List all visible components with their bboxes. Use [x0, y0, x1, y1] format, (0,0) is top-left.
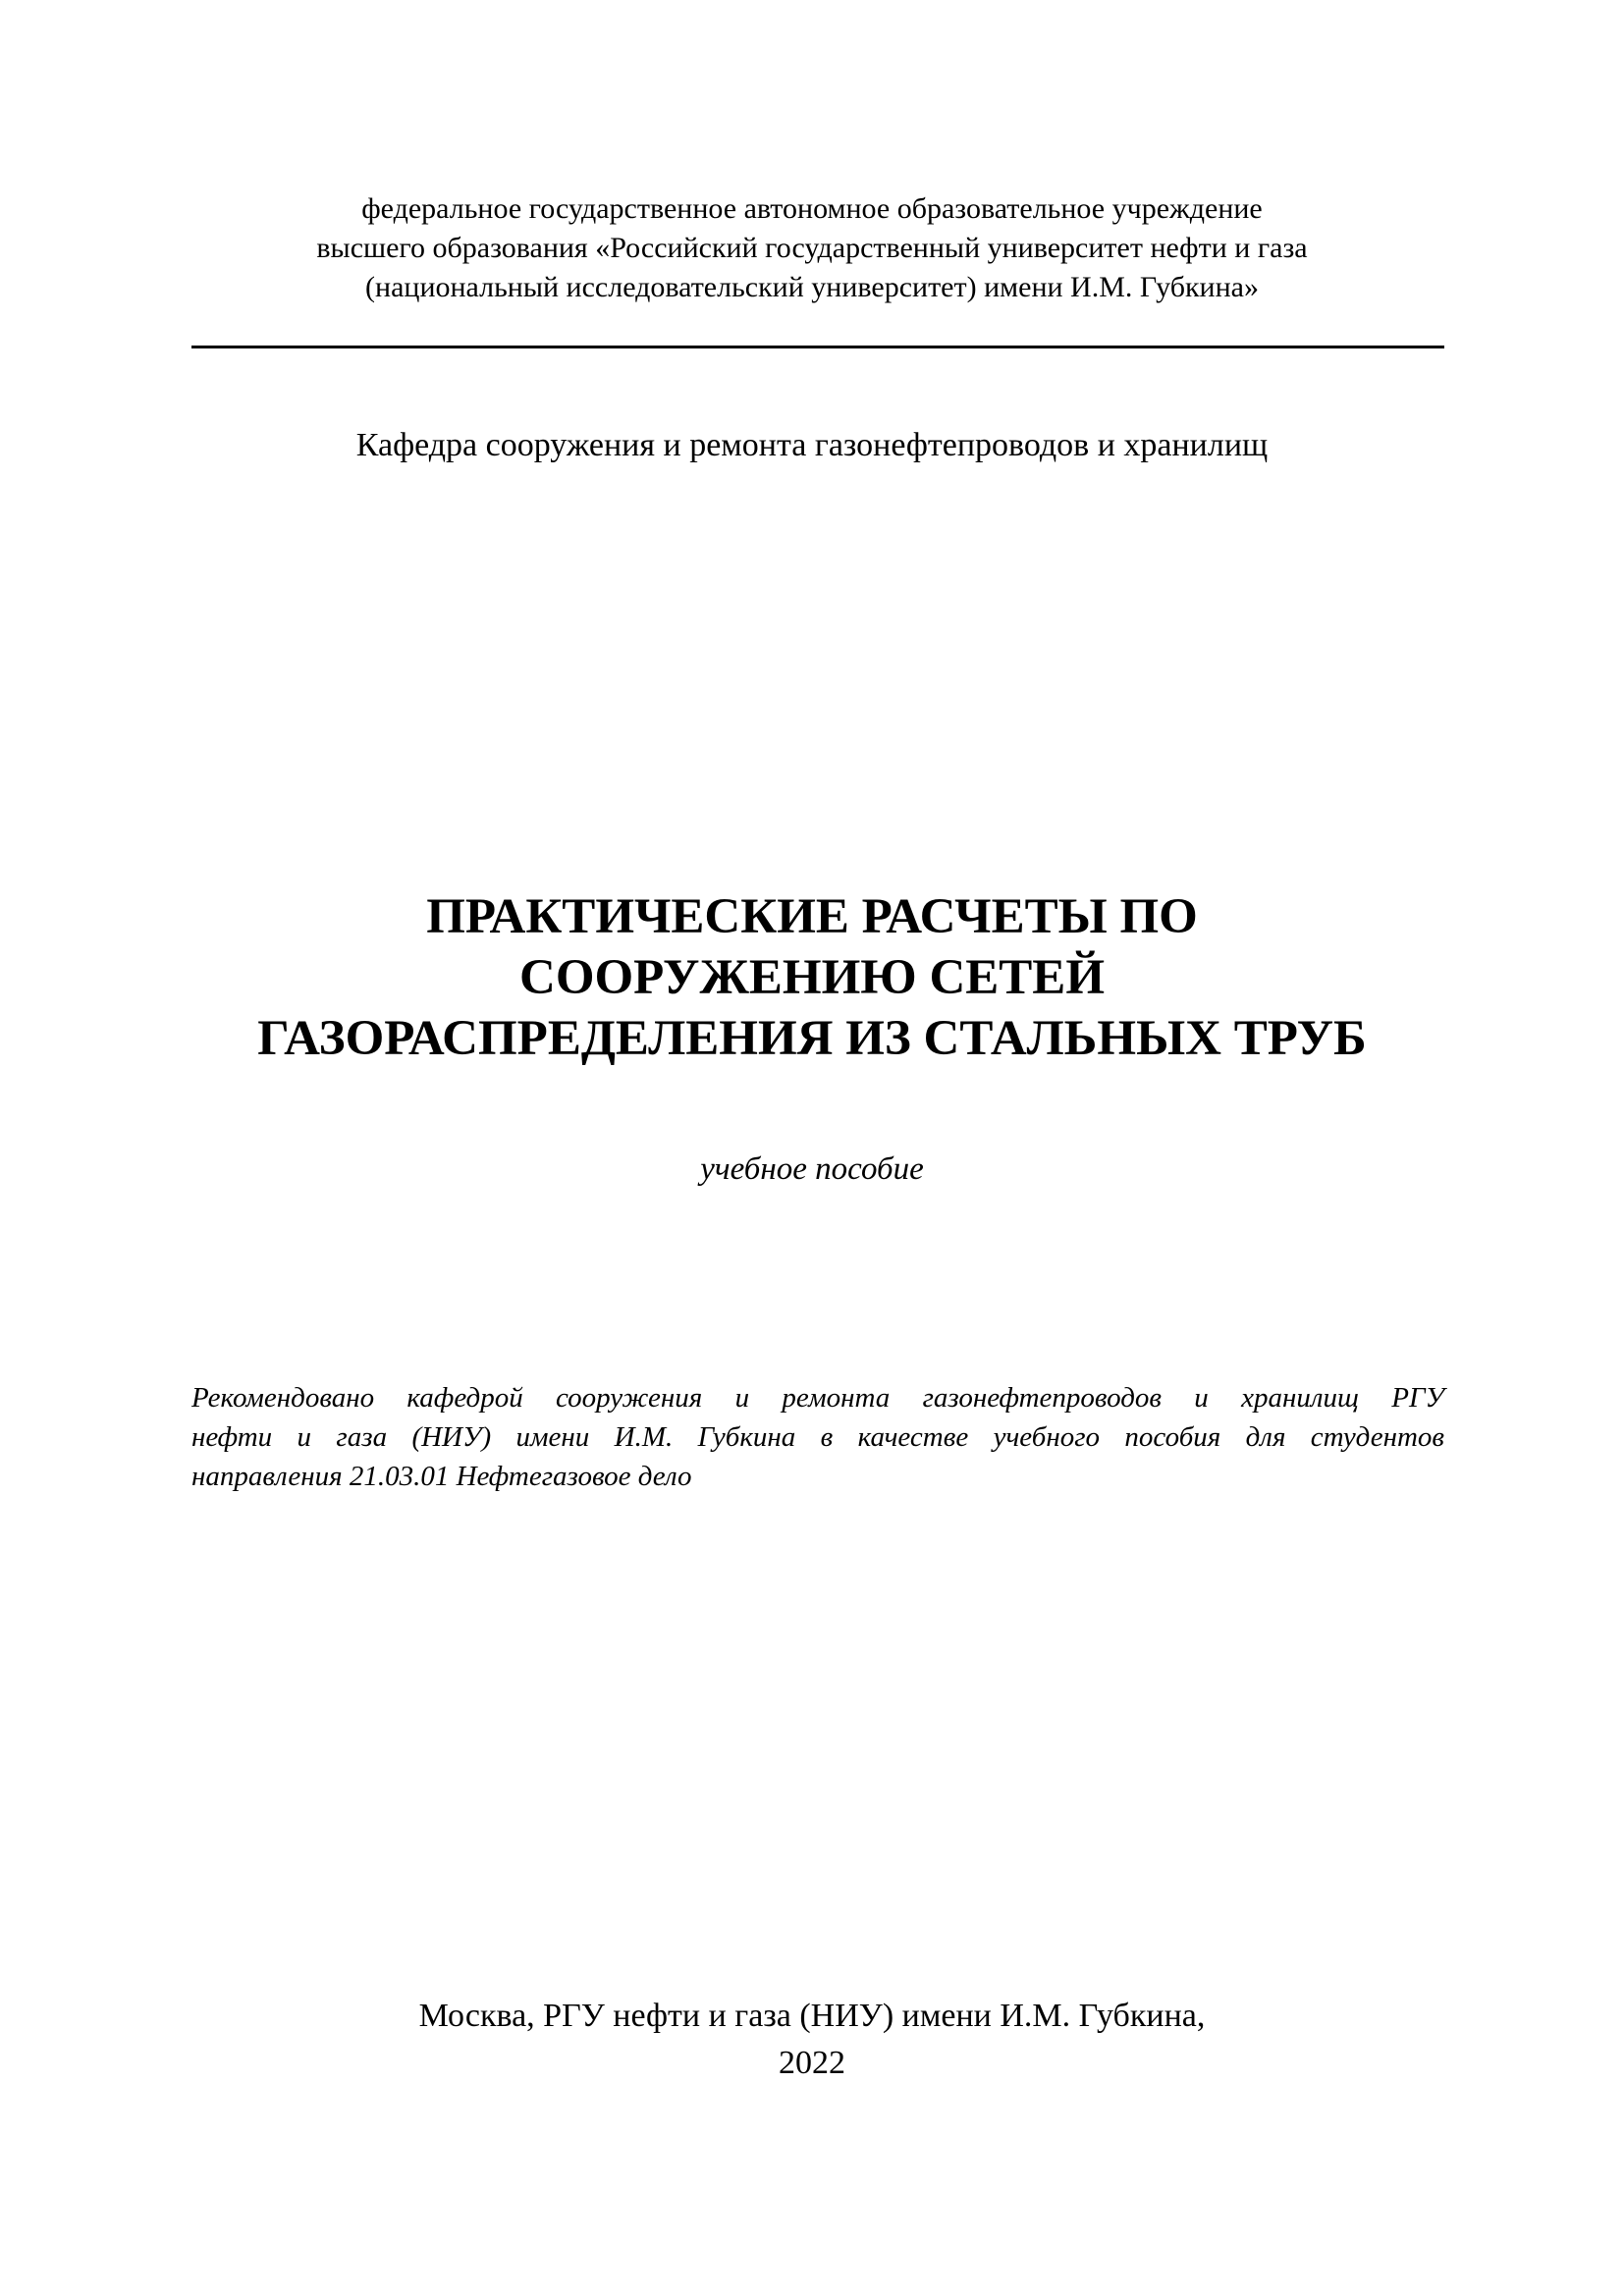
- imprint-place-publisher: Москва, РГУ нефти и газа (НИУ) имени И.М. Губкина,: [418, 1998, 1206, 2034]
- institution-line: федеральное государственное автономное образовательное учреждение: [361, 192, 1263, 225]
- book-title: [0, 886, 1624, 1069]
- recommendation-line: направления 21.03.01 Нефтегазовое дело: [191, 1461, 692, 1492]
- book-type-subtitle: учебное пособие: [700, 1151, 924, 1187]
- recommendation-line: Рекомендовано кафедрой сооружения и ремонта газонефтепроводов и хранилищ РГУ: [191, 1382, 1444, 1414]
- book-title-line: СООРУЖЕНИЮ СЕТЕЙ: [519, 950, 1105, 1005]
- book-title-line: ПРАКТИЧЕСКИЕ РАСЧЕТЫ ПО: [426, 889, 1198, 944]
- institution-header: [0, 189, 1624, 307]
- imprint: [0, 1993, 1624, 2087]
- book-title-line: ГАЗОРАСПРЕДЕЛЕНИЯ ИЗ СТАЛЬНЫХ ТРУБ: [257, 1011, 1367, 1066]
- imprint-year: 2022: [779, 2045, 845, 2081]
- institution-line: высшего образования «Российский государственный университет нефти и газа: [316, 232, 1308, 264]
- institution-line: (национальный исследовательский университет) имени И.М. Губкина»: [365, 271, 1259, 303]
- department-name: Кафедра сооружения и ремонта газонефтепроводов и хранилищ: [355, 427, 1269, 463]
- recommendation-line: нефти и газа (НИУ) имени И.М. Губкина в качестве учебного пособия для студентов: [191, 1421, 1444, 1453]
- header-divider: [191, 346, 1444, 348]
- recommendation-note: [191, 1378, 1444, 1496]
